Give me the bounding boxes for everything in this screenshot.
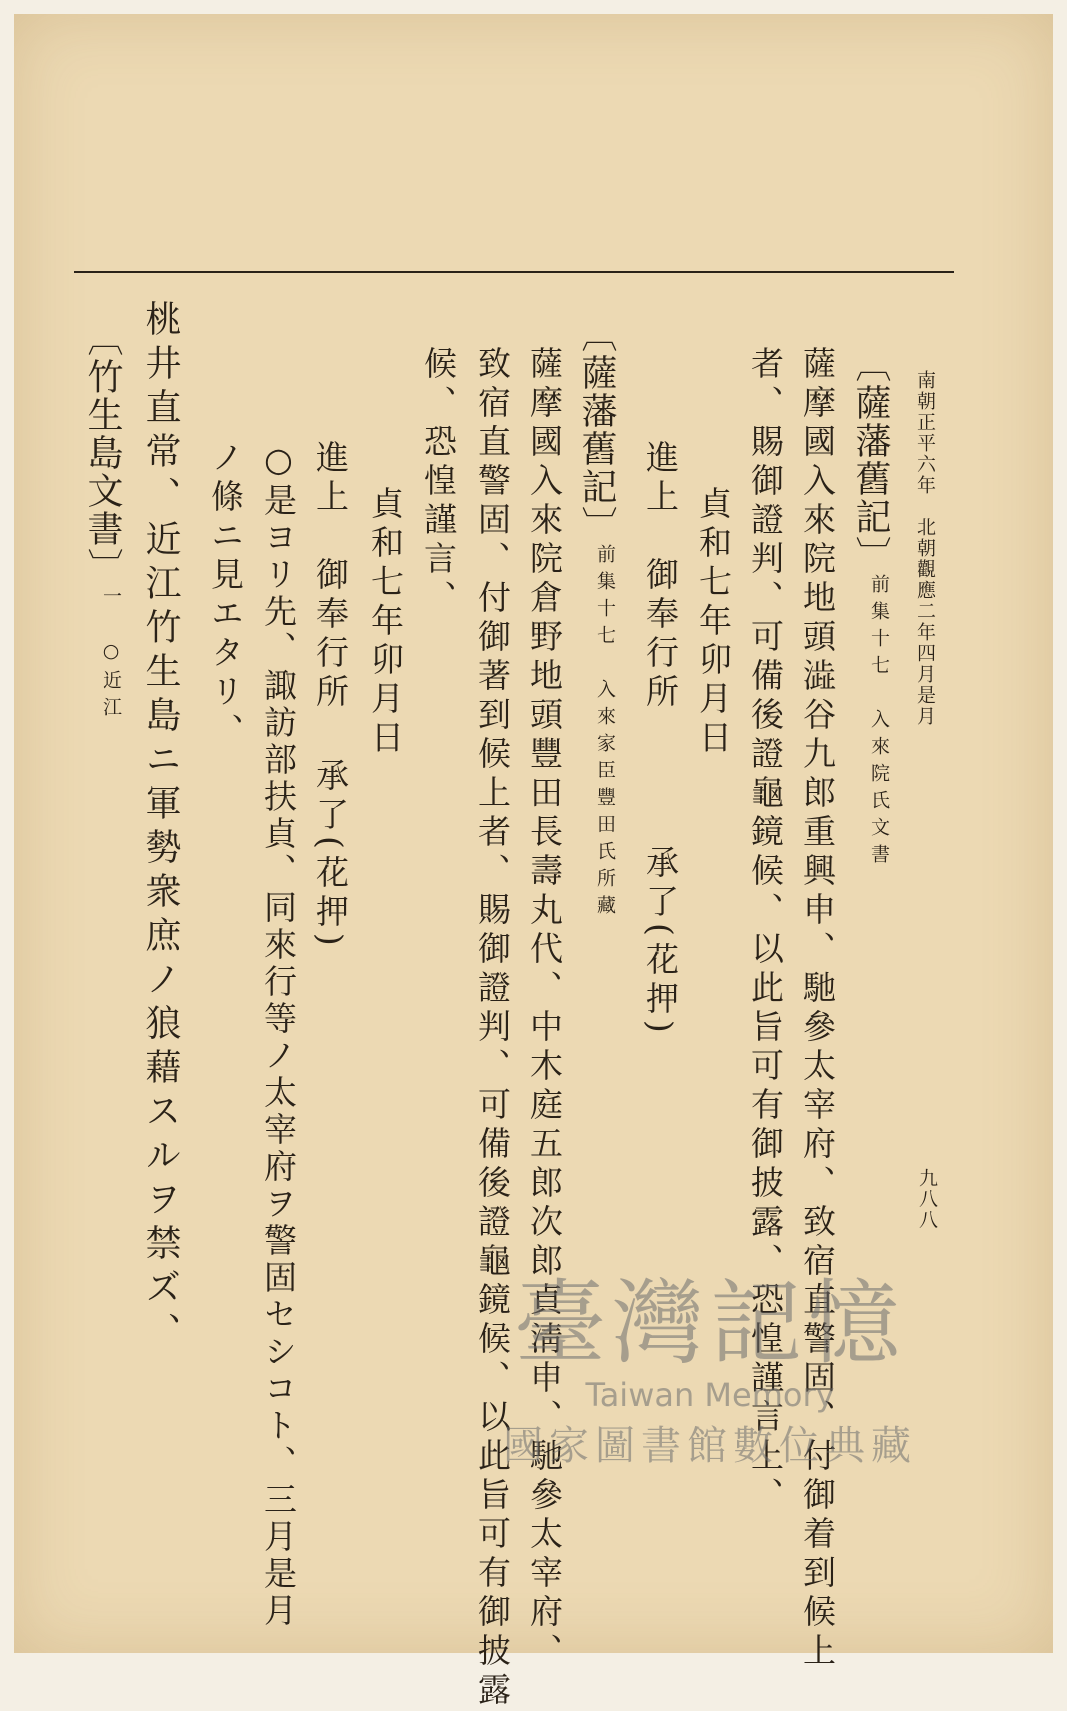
note-column-12: ○是ヨリ先、諏訪部扶貞、同來行等ノ太宰府ヲ警固セシコト、三月是月 — [259, 440, 298, 1630]
signature-line-2: 承了(花押) — [311, 758, 350, 952]
heading-column-14: 桃井直常、近江竹生島ニ軍勢衆庶ノ狼藉スルヲ禁ズ、 — [140, 300, 181, 1356]
header-era: 南朝正平六年 北朝觀應二年四月是月 — [914, 370, 936, 727]
text-column-8: 致宿直警固、付御著到候上者、賜御證判、可備後證龜鏡候、以此旨可有御披露 — [473, 346, 512, 1711]
watermark-english: Taiwan Memory — [585, 1376, 835, 1414]
text-column-7: 薩摩國入來院倉野地頭豐田長壽丸代、中木庭五郎次郎貞淸申、馳參太宰府、 — [525, 346, 564, 1672]
source-citation-2: 〔薩藩舊記〕前集十七 入來家臣豐田氏所藏 — [576, 316, 617, 922]
source-citation-1: 〔薩藩舊記〕前集十七 入來院氏文書 — [850, 346, 891, 871]
watermark-chinese: 臺灣記憶 — [513, 1270, 906, 1377]
source-citation-3: 〔竹生島文書〕一 ○近江 — [82, 320, 123, 724]
text-column-2: 薩摩國入來院地頭澁谷九郎重興申、馳參太宰府、致宿直警固、付御着到候上 — [798, 346, 837, 1672]
note-column-13: ノ條ニ見エタリ、 — [206, 440, 245, 752]
date-line-1: 貞和七年卯月日 — [694, 486, 733, 759]
addressee-line-1: 進上 御奉行所 — [641, 440, 680, 713]
watermark-subtitle: 國家圖書館數位典藏 — [503, 1423, 917, 1469]
addressee-line-2: 進上 御奉行所 — [311, 440, 350, 713]
text-column-3: 者、賜御證判、可備後證龜鏡候、以此旨可有御披露、恐惶謹言上、 — [746, 346, 785, 1516]
signature-line-1: 承了(花押) — [641, 845, 680, 1039]
watermark — [430, 1250, 990, 1470]
header-rule — [74, 271, 954, 273]
page-number: 九八八 — [916, 1168, 938, 1231]
text-column-9: 候、恐惶謹言、 — [419, 346, 458, 619]
date-line-2: 貞和七年卯月日 — [366, 486, 405, 759]
